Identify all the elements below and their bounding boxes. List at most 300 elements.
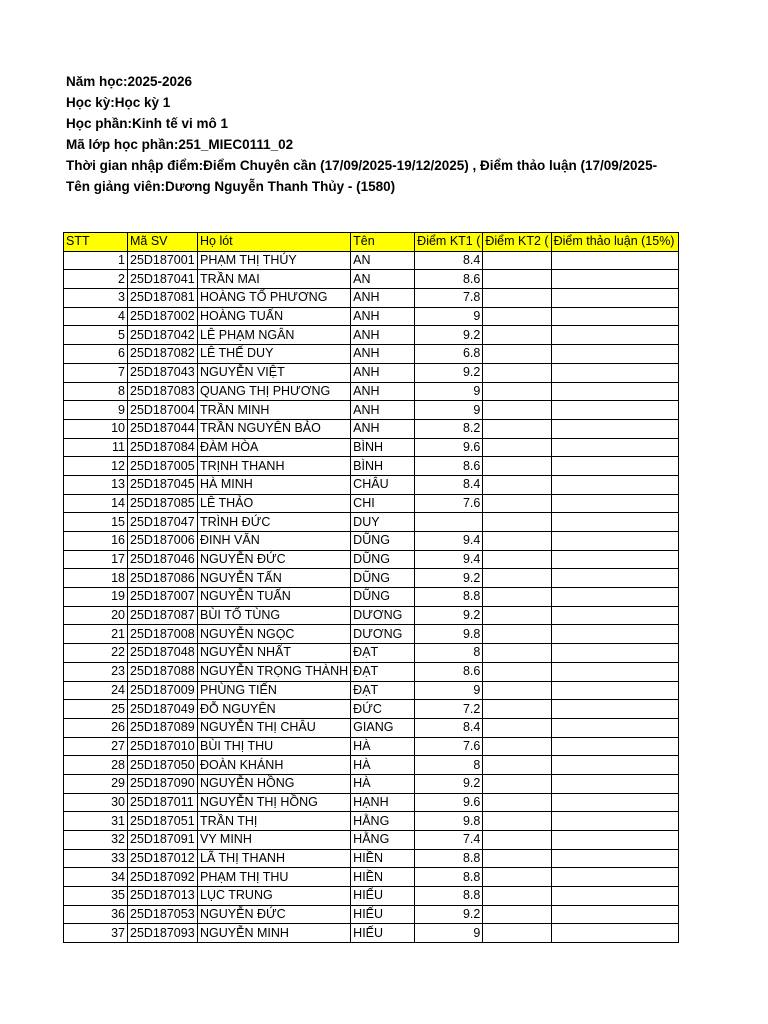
cell-kt1-score[interactable]: 9.4 (415, 532, 483, 551)
cell-student-id[interactable]: 25D187004 (128, 401, 198, 420)
cell-first-name[interactable]: ANH (351, 345, 415, 364)
cell-last-middle-name[interactable]: NGUYỄN ĐỨC (198, 550, 351, 569)
cell-discussion-score[interactable] (551, 251, 678, 270)
cell-student-id[interactable]: 25D187048 (128, 644, 198, 663)
table-row (64, 475, 679, 494)
col-header-student-id: Mã SV (128, 233, 198, 252)
cell-kt2-score[interactable] (483, 475, 551, 494)
cell-kt1-score[interactable]: 9.6 (415, 438, 483, 457)
cell-first-name[interactable]: DŨNG (351, 532, 415, 551)
cell-discussion-score[interactable] (551, 849, 678, 868)
cell-first-name[interactable]: HÀ (351, 737, 415, 756)
cell-discussion-score[interactable] (551, 793, 678, 812)
col-header-kt1-score: Điểm KT1 ( (415, 233, 483, 252)
cell-kt2-score[interactable] (483, 887, 551, 906)
cell-last-middle-name[interactable]: TRẦN MINH (198, 401, 351, 420)
cell-kt2-score[interactable] (483, 606, 551, 625)
cell-kt2-score[interactable] (483, 438, 551, 457)
cell-kt1-score[interactable]: 9.2 (415, 326, 483, 345)
table-row (64, 606, 679, 625)
cell-discussion-score[interactable] (551, 644, 678, 663)
cell-last-middle-name[interactable]: TRÌNH ĐỨC (198, 513, 351, 532)
cell-kt2-score[interactable] (483, 812, 551, 831)
cell-discussion-score[interactable] (551, 924, 678, 943)
cell-first-name[interactable]: HẠNH (351, 793, 415, 812)
cell-student-id[interactable]: 25D187041 (128, 270, 198, 289)
cell-stt[interactable]: 31 (64, 812, 128, 831)
cell-last-middle-name[interactable]: ĐINH VĂN (198, 532, 351, 551)
cell-kt2-score[interactable] (483, 532, 551, 551)
cell-kt2-score[interactable] (483, 774, 551, 793)
cell-first-name[interactable]: ANH (351, 326, 415, 345)
cell-discussion-score[interactable] (551, 289, 678, 308)
cell-stt[interactable]: 37 (64, 924, 128, 943)
cell-kt2-score[interactable] (483, 718, 551, 737)
cell-stt[interactable]: 24 (64, 681, 128, 700)
cell-first-name[interactable]: AN (351, 270, 415, 289)
cell-kt2-score[interactable] (483, 849, 551, 868)
cell-last-middle-name[interactable]: ĐỖ NGUYÊN (198, 700, 351, 719)
cell-discussion-score[interactable] (551, 756, 678, 775)
table-row (64, 532, 679, 551)
cell-first-name[interactable]: DƯƠNG (351, 606, 415, 625)
grades-table (63, 232, 679, 943)
cell-kt2-score[interactable] (483, 700, 551, 719)
cell-last-middle-name[interactable]: LỤC TRUNG (198, 887, 351, 906)
cell-discussion-score[interactable] (551, 363, 678, 382)
table-row (64, 494, 679, 513)
cell-kt1-score[interactable]: 9.2 (415, 905, 483, 924)
course-info-header (66, 71, 766, 197)
cell-first-name[interactable]: ANH (351, 289, 415, 308)
cell-first-name[interactable]: ANH (351, 307, 415, 326)
cell-first-name[interactable]: HIẾU (351, 905, 415, 924)
cell-kt2-score[interactable] (483, 644, 551, 663)
cell-student-id[interactable]: 25D187084 (128, 438, 198, 457)
cell-stt[interactable]: 17 (64, 550, 128, 569)
cell-kt2-score[interactable] (483, 307, 551, 326)
cell-student-id[interactable]: 25D187087 (128, 606, 198, 625)
cell-kt1-score[interactable]: 9.8 (415, 812, 483, 831)
cell-kt1-score[interactable]: 9.2 (415, 569, 483, 588)
cell-discussion-score[interactable] (551, 812, 678, 831)
cell-kt2-score[interactable] (483, 550, 551, 569)
cell-first-name[interactable]: DƯƠNG (351, 625, 415, 644)
cell-student-id[interactable]: 25D187001 (128, 251, 198, 270)
col-header-stt: STT (64, 233, 128, 252)
cell-student-id[interactable]: 25D187013 (128, 887, 198, 906)
cell-kt2-score[interactable] (483, 756, 551, 775)
cell-kt1-score[interactable]: 8.6 (415, 270, 483, 289)
cell-kt2-score[interactable] (483, 289, 551, 308)
cell-last-middle-name[interactable]: HÀ MINH (198, 475, 351, 494)
cell-kt1-score[interactable]: 8.4 (415, 718, 483, 737)
cell-stt[interactable]: 13 (64, 475, 128, 494)
table-row (64, 774, 679, 793)
cell-first-name[interactable]: DŨNG (351, 569, 415, 588)
cell-stt[interactable]: 3 (64, 289, 128, 308)
cell-last-middle-name[interactable]: NGUYỄN HỒNG (198, 774, 351, 793)
cell-discussion-score[interactable] (551, 831, 678, 850)
table-row (64, 550, 679, 569)
cell-discussion-score[interactable] (551, 326, 678, 345)
cell-kt1-score[interactable]: 6.8 (415, 345, 483, 364)
cell-student-id[interactable]: 25D187009 (128, 681, 198, 700)
cell-kt1-score[interactable]: 7.6 (415, 737, 483, 756)
cell-stt[interactable]: 11 (64, 438, 128, 457)
cell-discussion-score[interactable] (551, 532, 678, 551)
cell-discussion-score[interactable] (551, 494, 678, 513)
cell-kt1-score[interactable]: 8.8 (415, 849, 483, 868)
cell-last-middle-name[interactable]: LÊ PHẠM NGÂN (198, 326, 351, 345)
cell-student-id[interactable]: 25D187010 (128, 737, 198, 756)
cell-stt[interactable]: 28 (64, 756, 128, 775)
cell-first-name[interactable]: ĐẠT (351, 681, 415, 700)
table-row (64, 718, 679, 737)
cell-kt2-score[interactable] (483, 401, 551, 420)
cell-kt1-score[interactable]: 9 (415, 924, 483, 943)
cell-kt1-score[interactable]: 8.6 (415, 457, 483, 476)
cell-stt[interactable]: 32 (64, 831, 128, 850)
cell-kt2-score[interactable] (483, 831, 551, 850)
cell-kt2-score[interactable] (483, 270, 551, 289)
cell-kt2-score[interactable] (483, 326, 551, 345)
cell-kt2-score[interactable] (483, 363, 551, 382)
cell-kt1-score[interactable]: 9 (415, 681, 483, 700)
cell-stt[interactable]: 5 (64, 326, 128, 345)
cell-kt2-score[interactable] (483, 681, 551, 700)
table-row (64, 363, 679, 382)
cell-discussion-score[interactable] (551, 868, 678, 887)
table-row (64, 401, 679, 420)
cell-kt1-score[interactable]: 9 (415, 382, 483, 401)
cell-kt1-score[interactable]: 8.6 (415, 662, 483, 681)
cell-first-name[interactable]: HIỀN (351, 849, 415, 868)
cell-student-id[interactable]: 25D187042 (128, 326, 198, 345)
cell-discussion-score[interactable] (551, 457, 678, 476)
cell-kt1-score[interactable]: 8.8 (415, 887, 483, 906)
col-header-last-middle-name: Họ lót (198, 233, 351, 252)
cell-first-name[interactable]: ĐỨC (351, 700, 415, 719)
cell-stt[interactable]: 6 (64, 345, 128, 364)
cell-student-id[interactable]: 25D187008 (128, 625, 198, 644)
cell-first-name[interactable]: GIANG (351, 718, 415, 737)
cell-last-middle-name[interactable]: NGUYỄN MINH (198, 924, 351, 943)
cell-student-id[interactable]: 25D187081 (128, 289, 198, 308)
cell-kt2-score[interactable] (483, 382, 551, 401)
cell-student-id[interactable]: 25D187005 (128, 457, 198, 476)
cell-first-name[interactable]: AN (351, 251, 415, 270)
cell-last-middle-name[interactable]: VY MINH (198, 831, 351, 850)
cell-student-id[interactable]: 25D187049 (128, 700, 198, 719)
table-row (64, 793, 679, 812)
cell-student-id[interactable]: 25D187045 (128, 475, 198, 494)
semester: Học kỳ:Học kỳ 1 (66, 95, 171, 110)
cell-discussion-score[interactable] (551, 606, 678, 625)
cell-discussion-score[interactable] (551, 718, 678, 737)
cell-kt1-score[interactable]: 8.8 (415, 588, 483, 607)
table-row (64, 419, 679, 438)
cell-discussion-score[interactable] (551, 550, 678, 569)
cell-last-middle-name[interactable]: LÊ THẾ DUY (198, 345, 351, 364)
cell-stt[interactable]: 22 (64, 644, 128, 663)
cell-kt2-score[interactable] (483, 793, 551, 812)
cell-kt2-score[interactable] (483, 662, 551, 681)
cell-last-middle-name[interactable]: NGUYỄN TUẤN (198, 588, 351, 607)
cell-first-name[interactable]: ANH (351, 419, 415, 438)
cell-discussion-score[interactable] (551, 887, 678, 906)
table-row (64, 569, 679, 588)
cell-stt[interactable]: 4 (64, 307, 128, 326)
cell-kt2-score[interactable] (483, 251, 551, 270)
cell-last-middle-name[interactable]: TRẦN NGUYÊN BẢO (198, 419, 351, 438)
cell-discussion-score[interactable] (551, 475, 678, 494)
cell-kt2-score[interactable] (483, 457, 551, 476)
cell-kt1-score[interactable] (415, 513, 483, 532)
cell-last-middle-name[interactable]: PHẠM THỊ THÚY (198, 251, 351, 270)
cell-stt[interactable]: 8 (64, 382, 128, 401)
cell-discussion-score[interactable] (551, 569, 678, 588)
cell-first-name[interactable]: ANH (351, 401, 415, 420)
cell-kt1-score[interactable]: 9 (415, 307, 483, 326)
cell-last-middle-name[interactable]: PHÙNG TIẾN (198, 681, 351, 700)
cell-first-name[interactable]: DUY (351, 513, 415, 532)
cell-first-name[interactable]: HÀ (351, 774, 415, 793)
cell-last-middle-name[interactable]: TRỊNH THANH (198, 457, 351, 476)
cell-first-name[interactable]: ANH (351, 382, 415, 401)
table-row (64, 438, 679, 457)
cell-kt1-score[interactable]: 8.2 (415, 419, 483, 438)
cell-discussion-score[interactable] (551, 419, 678, 438)
cell-discussion-score[interactable] (551, 662, 678, 681)
table-row (64, 644, 679, 663)
cell-student-id[interactable]: 25D187092 (128, 868, 198, 887)
table-row (64, 681, 679, 700)
cell-student-id[interactable]: 25D187091 (128, 831, 198, 850)
cell-first-name[interactable]: HẰNG (351, 812, 415, 831)
cell-stt[interactable]: 33 (64, 849, 128, 868)
cell-first-name[interactable]: HẰNG (351, 831, 415, 850)
cell-last-middle-name[interactable]: NGUYỄN VIỆT (198, 363, 351, 382)
cell-stt[interactable]: 21 (64, 625, 128, 644)
cell-kt2-score[interactable] (483, 905, 551, 924)
cell-first-name[interactable]: DŨNG (351, 588, 415, 607)
cell-student-id[interactable]: 25D187050 (128, 756, 198, 775)
cell-discussion-score[interactable] (551, 307, 678, 326)
table-row (64, 513, 679, 532)
cell-stt[interactable]: 18 (64, 569, 128, 588)
table-row (64, 588, 679, 607)
cell-kt2-score[interactable] (483, 868, 551, 887)
cell-student-id[interactable]: 25D187085 (128, 494, 198, 513)
cell-stt[interactable]: 27 (64, 737, 128, 756)
cell-first-name[interactable]: ĐẠT (351, 662, 415, 681)
cell-discussion-score[interactable] (551, 737, 678, 756)
cell-kt2-score[interactable] (483, 494, 551, 513)
cell-last-middle-name[interactable]: TRẦN THỊ (198, 812, 351, 831)
cell-last-middle-name[interactable]: LÊ THẢO (198, 494, 351, 513)
cell-kt1-score[interactable]: 7.6 (415, 494, 483, 513)
cell-discussion-score[interactable] (551, 700, 678, 719)
cell-first-name[interactable]: ANH (351, 363, 415, 382)
cell-last-middle-name[interactable]: NGUYỄN TẤN (198, 569, 351, 588)
table-row (64, 756, 679, 775)
cell-last-middle-name[interactable]: ĐOÀN KHÁNH (198, 756, 351, 775)
cell-stt[interactable]: 15 (64, 513, 128, 532)
cell-last-middle-name[interactable]: NGUYỄN NHẤT (198, 644, 351, 663)
cell-kt1-score[interactable]: 9.8 (415, 625, 483, 644)
cell-first-name[interactable]: BÌNH (351, 457, 415, 476)
cell-last-middle-name[interactable]: LÃ THỊ THANH (198, 849, 351, 868)
cell-first-name[interactable]: CHÂU (351, 475, 415, 494)
cell-kt2-score[interactable] (483, 419, 551, 438)
cell-student-id[interactable]: 25D187090 (128, 774, 198, 793)
cell-last-middle-name[interactable]: HOÀNG TUẤN (198, 307, 351, 326)
cell-first-name[interactable]: CHI (351, 494, 415, 513)
cell-student-id[interactable]: 25D187051 (128, 812, 198, 831)
cell-discussion-score[interactable] (551, 270, 678, 289)
cell-first-name[interactable]: HIẾU (351, 887, 415, 906)
cell-kt2-score[interactable] (483, 924, 551, 943)
cell-stt[interactable]: 30 (64, 793, 128, 812)
cell-kt1-score[interactable]: 9.2 (415, 363, 483, 382)
cell-kt1-score[interactable]: 7.2 (415, 700, 483, 719)
cell-first-name[interactable]: DŨNG (351, 550, 415, 569)
cell-discussion-score[interactable] (551, 625, 678, 644)
cell-stt[interactable]: 23 (64, 662, 128, 681)
cell-stt[interactable]: 7 (64, 363, 128, 382)
cell-student-id[interactable]: 25D187088 (128, 662, 198, 681)
cell-stt[interactable]: 34 (64, 868, 128, 887)
cell-kt1-score[interactable]: 8.8 (415, 868, 483, 887)
cell-kt1-score[interactable]: 8 (415, 644, 483, 663)
cell-stt[interactable]: 1 (64, 251, 128, 270)
cell-student-id[interactable]: 25D187047 (128, 513, 198, 532)
cell-stt[interactable]: 14 (64, 494, 128, 513)
cell-last-middle-name[interactable]: TRẦN MAI (198, 270, 351, 289)
cell-student-id[interactable]: 25D187002 (128, 307, 198, 326)
cell-last-middle-name[interactable]: NGUYỄN THỊ CHÂU (198, 718, 351, 737)
cell-kt1-score[interactable]: 7.4 (415, 831, 483, 850)
cell-first-name[interactable]: HÀ (351, 756, 415, 775)
cell-last-middle-name[interactable]: HOÀNG TỐ PHƯƠNG (198, 289, 351, 308)
class-code: Mã lớp học phần:251_MIEC0111_02 (66, 137, 294, 152)
course-name: Học phần:Kinh tế vi mô 1 (66, 116, 229, 131)
cell-kt2-score[interactable] (483, 588, 551, 607)
cell-stt[interactable]: 2 (64, 270, 128, 289)
cell-last-middle-name[interactable]: NGUYỄN ĐỨC (198, 905, 351, 924)
cell-student-id[interactable]: 25D187093 (128, 924, 198, 943)
cell-stt[interactable]: 9 (64, 401, 128, 420)
cell-stt[interactable]: 19 (64, 588, 128, 607)
cell-kt1-score[interactable]: 9 (415, 401, 483, 420)
cell-stt[interactable]: 25 (64, 700, 128, 719)
cell-stt[interactable]: 10 (64, 419, 128, 438)
cell-kt2-score[interactable] (483, 569, 551, 588)
cell-stt[interactable]: 20 (64, 606, 128, 625)
cell-student-id[interactable]: 25D187012 (128, 849, 198, 868)
cell-kt2-score[interactable] (483, 625, 551, 644)
cell-last-middle-name[interactable]: BÙI TỐ TÙNG (198, 606, 351, 625)
table-row (64, 849, 679, 868)
cell-first-name[interactable]: HIẾU (351, 924, 415, 943)
cell-discussion-score[interactable] (551, 588, 678, 607)
cell-stt[interactable]: 26 (64, 718, 128, 737)
cell-last-middle-name[interactable]: ĐÀM HÒA (198, 438, 351, 457)
table-row (64, 700, 679, 719)
cell-last-middle-name[interactable]: NGUYỄN TRỌNG THÀNH (198, 662, 351, 681)
table-row (64, 326, 679, 345)
cell-kt1-score[interactable]: 8.4 (415, 475, 483, 494)
cell-discussion-score[interactable] (551, 438, 678, 457)
cell-student-id[interactable]: 25D187053 (128, 905, 198, 924)
grade-entry-period: Thời gian nhập điểm:Điểm Chuyên cần (17/09/2025-19/12/2025) , Điểm thảo luận (17/09/2025- (66, 158, 658, 173)
cell-first-name[interactable]: BÌNH (351, 438, 415, 457)
cell-discussion-score[interactable] (551, 401, 678, 420)
cell-kt1-score[interactable]: 7.8 (415, 289, 483, 308)
cell-last-middle-name[interactable]: NGUYỄN NGỌC (198, 625, 351, 644)
cell-last-middle-name[interactable]: QUANG THỊ PHƯƠNG (198, 382, 351, 401)
cell-discussion-score[interactable] (551, 681, 678, 700)
cell-student-id[interactable]: 25D187082 (128, 345, 198, 364)
cell-first-name[interactable]: ĐẠT (351, 644, 415, 663)
cell-student-id[interactable]: 25D187083 (128, 382, 198, 401)
cell-kt2-score[interactable] (483, 513, 551, 532)
table-row (64, 382, 679, 401)
cell-discussion-score[interactable] (551, 382, 678, 401)
table-row (64, 887, 679, 906)
table-row (64, 625, 679, 644)
cell-kt1-score[interactable]: 8.4 (415, 251, 483, 270)
cell-kt1-score[interactable]: 8 (415, 756, 483, 775)
cell-student-id[interactable]: 25D187086 (128, 569, 198, 588)
table-row (64, 831, 679, 850)
cell-kt1-score[interactable]: 9.2 (415, 606, 483, 625)
cell-student-id[interactable]: 25D187007 (128, 588, 198, 607)
cell-last-middle-name[interactable]: BÙI THỊ THU (198, 737, 351, 756)
cell-student-id[interactable]: 25D187089 (128, 718, 198, 737)
cell-stt[interactable]: 36 (64, 905, 128, 924)
cell-kt2-score[interactable] (483, 737, 551, 756)
cell-student-id[interactable]: 25D187011 (128, 793, 198, 812)
cell-kt1-score[interactable]: 9.2 (415, 774, 483, 793)
cell-kt2-score[interactable] (483, 345, 551, 364)
cell-last-middle-name[interactable]: PHẠM THỊ THU (198, 868, 351, 887)
cell-discussion-score[interactable] (551, 513, 678, 532)
header-row (64, 233, 679, 252)
cell-kt1-score[interactable]: 9.4 (415, 550, 483, 569)
cell-last-middle-name[interactable]: NGUYỄN THỊ HỒNG (198, 793, 351, 812)
cell-stt[interactable]: 29 (64, 774, 128, 793)
cell-stt[interactable]: 12 (64, 457, 128, 476)
cell-kt1-score[interactable]: 9.6 (415, 793, 483, 812)
cell-student-id[interactable]: 25D187043 (128, 363, 198, 382)
cell-discussion-score[interactable] (551, 345, 678, 364)
cell-discussion-score[interactable] (551, 774, 678, 793)
table-row (64, 289, 679, 308)
table-row (64, 737, 679, 756)
cell-student-id[interactable]: 25D187006 (128, 532, 198, 551)
cell-first-name[interactable]: HIỀN (351, 868, 415, 887)
cell-student-id[interactable]: 25D187046 (128, 550, 198, 569)
cell-stt[interactable]: 16 (64, 532, 128, 551)
col-header-kt2-score: Điểm KT2 ( (483, 233, 551, 252)
cell-student-id[interactable]: 25D187044 (128, 419, 198, 438)
lecturer-name: Tên giảng viên:Dương Nguyễn Thanh Thủy - (1580) (66, 179, 396, 194)
cell-discussion-score[interactable] (551, 905, 678, 924)
table-row (64, 924, 679, 943)
cell-stt[interactable]: 35 (64, 887, 128, 906)
